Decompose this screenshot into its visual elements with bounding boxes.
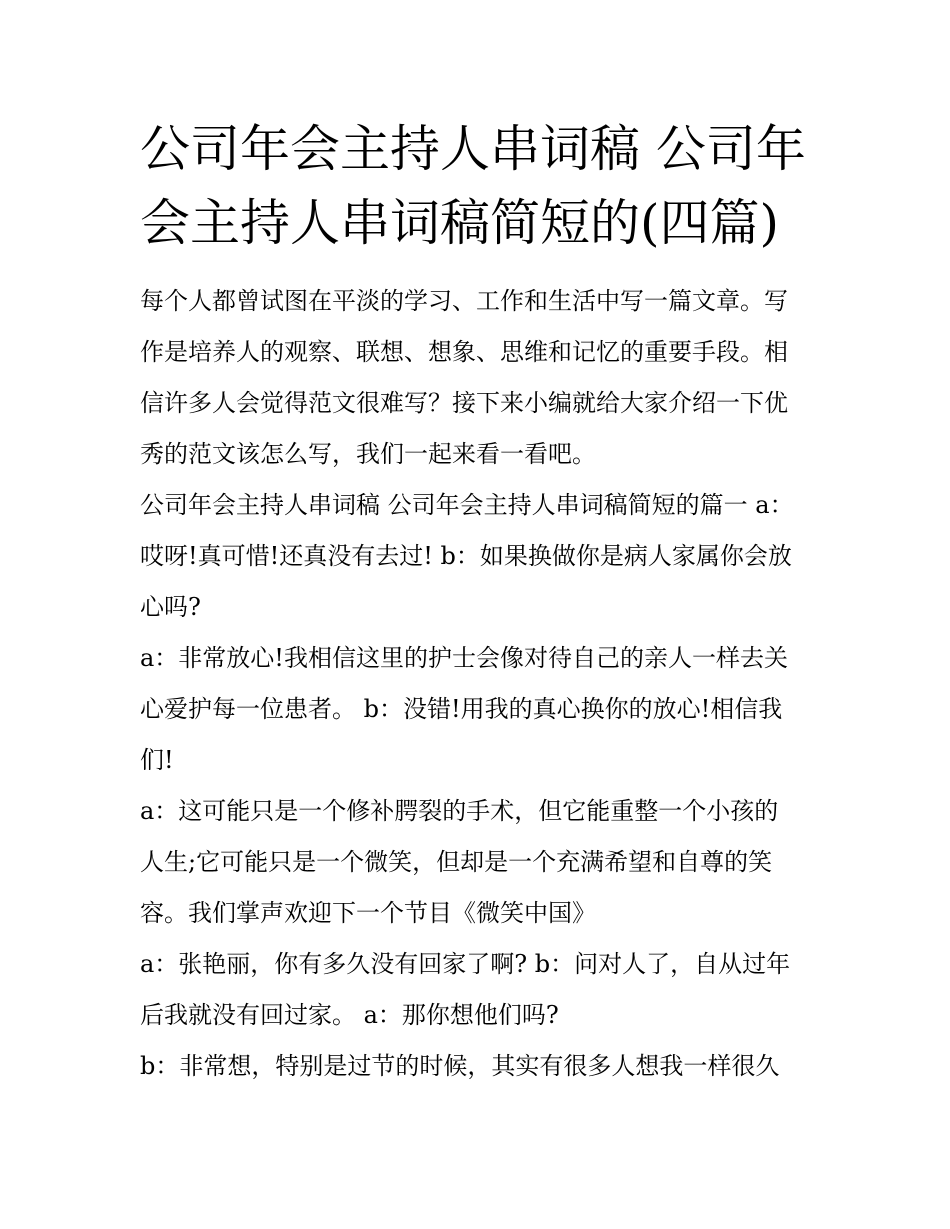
text-line: a：这可能只是一个修补腭裂的手术，但它能重整一个小孩的 (140, 797, 779, 825)
text-line: a：张艳丽，你有多久没有回家了啊? b：问对人了，自从过年 (140, 950, 791, 978)
text-line: 容。我们掌声欢迎下一个节目《微笑中国》 (140, 899, 596, 927)
text-line: 哎呀!真可惜!还真没有去过! b：如果换做你是病人家属你会放 (140, 542, 792, 570)
text-line: a：非常放心!我相信这里的护士会像对待自己的亲人一样去关 (140, 644, 788, 672)
dialogue-paragraph (140, 786, 820, 939)
text-line: 人生;它可能只是一个微笑，但却是一个充满希望和自尊的笑 (140, 848, 773, 876)
section-one-paragraph (140, 480, 820, 633)
title-line: 会主持人串词稿简短的(四篇) (140, 194, 780, 252)
document-title (140, 112, 820, 260)
text-line: 每个人都曾试图在平淡的学习、工作和生活中写一篇文章。写 (140, 287, 788, 315)
text-line: b：非常想，特别是过节的时候，其实有很多人想我一样很久 (140, 1052, 780, 1080)
title-line: 公司年会主持人串词稿 公司年 (140, 120, 806, 178)
text-line: 们! (140, 746, 174, 774)
text-line: 后我就没有回过家。 a：那你想他们吗? (140, 1001, 559, 1029)
text-line: 公司年会主持人串词稿 公司年会主持人串词稿简短的篇一 a： (140, 491, 794, 519)
text-line: 作是培养人的观察、联想、想象、思维和记忆的重要手段。相 (140, 338, 788, 366)
text-line: 心爱护每一位患者。 b：没错!用我的真心换你的放心!相信我 (140, 695, 783, 723)
dialogue-paragraph (140, 633, 820, 786)
text-line: 心吗? (140, 593, 201, 621)
document-body (140, 276, 820, 1092)
dialogue-paragraph (140, 939, 820, 1041)
text-line: 信许多人会觉得范文很难写？接下来小编就给大家介绍一下优 (140, 389, 788, 417)
text-line: 秀的范文该怎么写，我们一起来看一看吧。 (140, 440, 596, 468)
dialogue-paragraph (140, 1041, 820, 1092)
intro-paragraph (140, 276, 820, 480)
